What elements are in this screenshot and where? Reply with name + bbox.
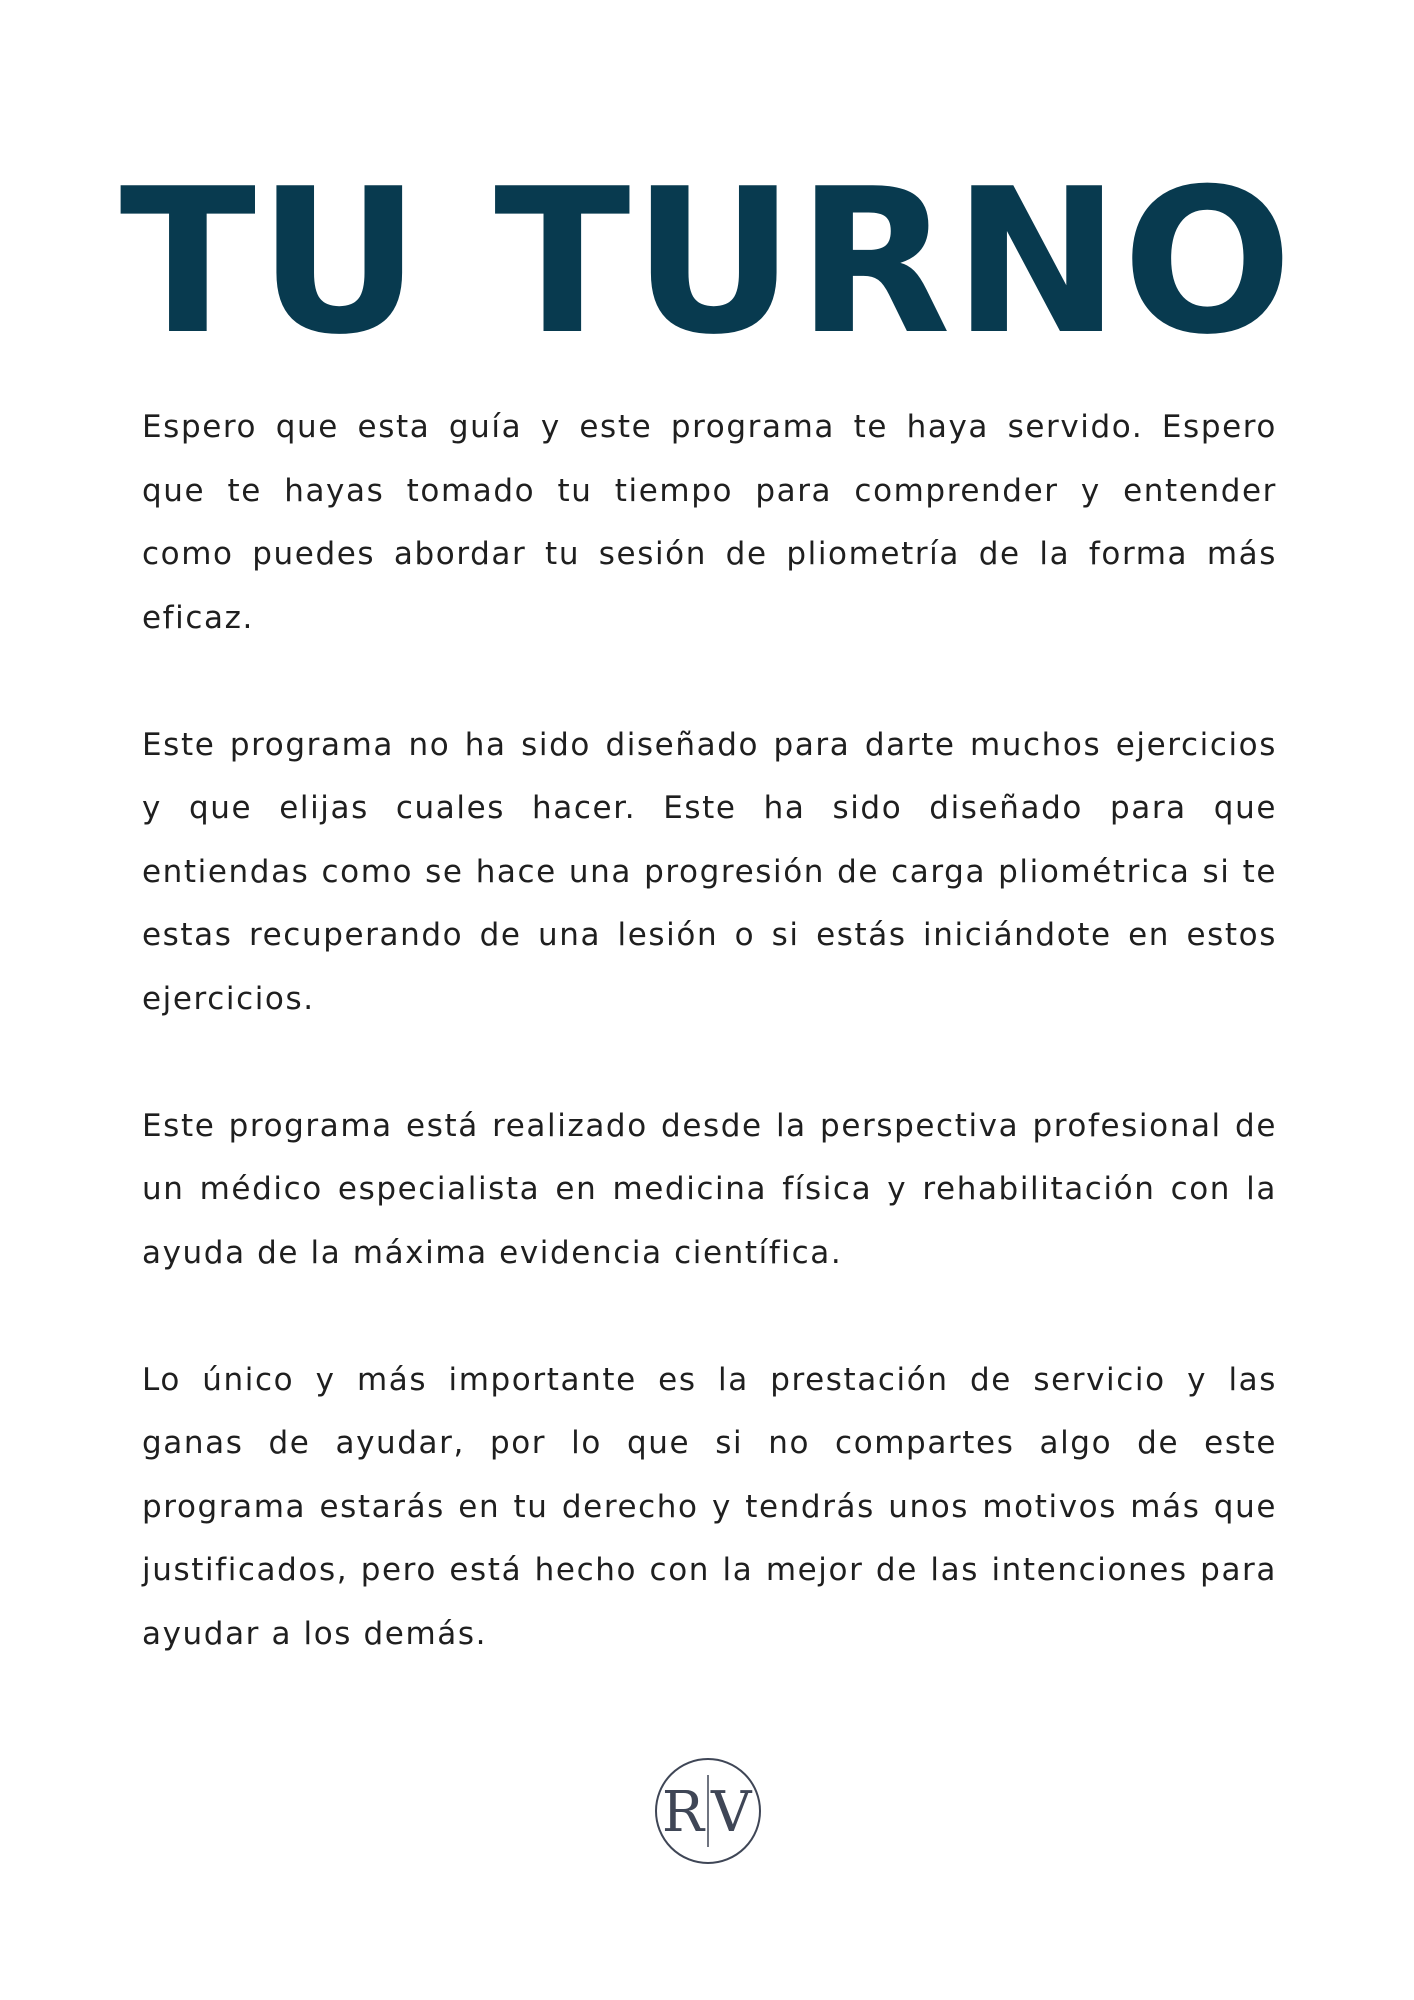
paragraph-1: Espero que esta guía y este programa te haya servido. Espero que te hayas tomado tu tiempo para comprender y entender como puedes abordar tu sesión de pliometría de la forma más eficaz. [142,409,1277,636]
paragraph-4: Lo único y más importante es la prestación de servicio y las ganas de ayudar, por lo que si no compartes algo de este programa estarás en tu derecho y tendrás unos motivos más que justificados, pero está hecho con la mejor de las intenciones para ayudar a los demás. [142,1361,1277,1652]
body-text [142,396,1277,1666]
logo-letter-left: R [661,1780,704,1845]
paragraph-2: Este programa no ha sido diseñado para darte muchos ejercicios y que elijas cuales hacer. Este ha sido diseñado para que entiendas como se hace una progresión de carga pliométrica si te estas recuperando de una lesión o si estás iniciándote en estos ejercicios. [142,726,1277,1017]
page-title: TU TURNO [119,146,1295,379]
rv-logo-mark [654,1757,762,1865]
paragraph-3: Este programa está realizado desde la perspectiva profesional de un médico especialista en medicina física y rehabilitación con la ayuda de la máxima evidencia científica. [142,1107,1277,1271]
logo-letter-right: V [711,1780,752,1845]
rv-logo [654,1757,762,1865]
